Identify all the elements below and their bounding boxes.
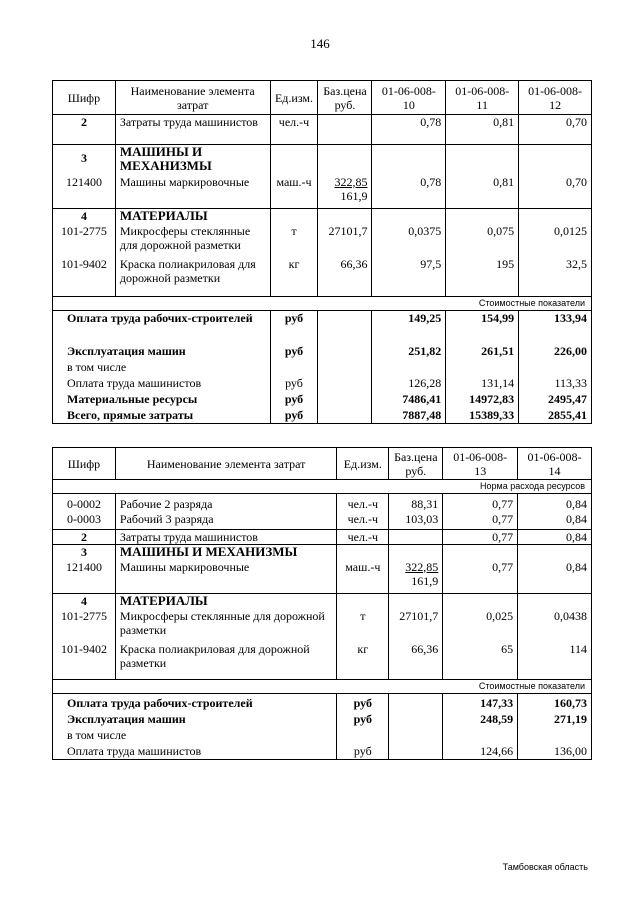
row-value: 32,5 <box>519 257 592 297</box>
table-row <box>53 175 592 209</box>
cost-indicators-note: Стоимостные показатели <box>53 297 592 311</box>
row-price: 27101,7 <box>318 224 372 257</box>
cost-name: Оплата труда машинистов <box>53 376 271 392</box>
header-col-12: 01-06-008-12 <box>519 81 592 115</box>
cost-value: 14972,83 <box>446 392 519 408</box>
row-unit: кг <box>337 642 389 680</box>
cost-value: 147,33 <box>443 694 518 712</box>
cost-name: Эксплуатация машин <box>53 712 337 728</box>
note-row <box>53 680 592 694</box>
cost-row <box>53 694 592 712</box>
row-name: Краска полиакриловая для дорожной разметки <box>115 642 336 680</box>
table-row <box>53 530 592 545</box>
row-value: 0,0438 <box>518 609 592 642</box>
cost-row <box>53 744 592 760</box>
header-col-13: 01-06-008-13 <box>443 448 518 480</box>
header-code: Шифр <box>53 81 116 115</box>
cost-unit: руб <box>337 744 389 760</box>
table-row <box>53 257 592 297</box>
table-row <box>53 145 592 175</box>
row-value: 0,78 <box>372 115 446 145</box>
table-row <box>53 224 592 257</box>
cost-value: 149,25 <box>372 311 446 344</box>
header-name: Наименование элемента затрат <box>115 81 270 115</box>
section-title: МАТЕРИАЛЫ <box>115 594 336 609</box>
header-col-14: 01-06-008-14 <box>518 448 592 480</box>
section-title: МАШИНЫ И МЕХАНИЗМЫ <box>115 145 270 175</box>
resource-norm-note: Норма расхода ресурсов <box>53 480 592 494</box>
row-unit: маш.-ч <box>337 560 389 594</box>
row-value: 0,84 <box>518 512 592 530</box>
cost-unit: руб <box>270 376 318 392</box>
row-code: 0-0002 <box>53 494 116 512</box>
row-code: 101-9402 <box>53 257 116 297</box>
cost-value: 261,51 <box>446 344 519 360</box>
cost-unit: руб <box>270 311 318 344</box>
row-name: Рабочий 3 разряда <box>115 512 336 530</box>
row-value: 0,70 <box>519 115 592 145</box>
row-value: 0,84 <box>518 560 592 594</box>
cost-indicators-note: Стоимостные показатели <box>53 680 592 694</box>
cost-value: 2495,47 <box>519 392 592 408</box>
row-value: 195 <box>446 257 519 297</box>
note-row <box>53 480 592 494</box>
header-col-11: 01-06-008-11 <box>446 81 519 115</box>
cost-name: Всего, прямые затраты <box>53 408 271 424</box>
row-value: 0,70 <box>519 175 592 209</box>
cost-value: 226,00 <box>519 344 592 360</box>
cost-name: Материальные ресурсы <box>53 392 271 408</box>
table-header <box>53 448 592 480</box>
header-unit: Ед.изм. <box>337 448 389 480</box>
cost-value: 248,59 <box>443 712 518 728</box>
section-title: МАШИНЫ И МЕХАНИЗМЫ <box>115 545 336 560</box>
cost-row <box>53 392 592 408</box>
row-name: Рабочие 2 разряда <box>115 494 336 512</box>
table-1 <box>52 80 592 424</box>
row-price <box>318 115 372 145</box>
header-col-10: 01-06-008-10 <box>372 81 446 115</box>
cost-value: 131,14 <box>446 376 519 392</box>
cost-unit: руб <box>337 712 389 728</box>
row-unit: маш.-ч <box>270 175 318 209</box>
cost-unit: руб <box>270 408 318 424</box>
cost-unit: руб <box>270 344 318 360</box>
footer-region: Тамбовская область <box>502 862 588 872</box>
row-name: Краска полиакриловая для дорожной разметки <box>115 257 270 297</box>
row-code: 2 <box>53 530 116 545</box>
row-unit: чел.-ч <box>270 115 318 145</box>
row-value: 0,84 <box>518 494 592 512</box>
table-header <box>53 81 592 115</box>
cost-row <box>53 712 592 728</box>
row-price: 322,85 161,9 <box>389 560 443 594</box>
cost-row <box>53 728 592 744</box>
row-unit: т <box>270 224 318 257</box>
cost-name: Оплата труда рабочих-строителей <box>53 311 271 344</box>
row-unit: кг <box>270 257 318 297</box>
row-value: 0,77 <box>443 494 518 512</box>
row-value: 0,075 <box>446 224 519 257</box>
cost-value: 15389,33 <box>446 408 519 424</box>
row-value: 0,81 <box>446 175 519 209</box>
row-unit: т <box>337 609 389 642</box>
cost-name: Оплата труда машинистов <box>53 744 337 760</box>
cost-value: 126,28 <box>372 376 446 392</box>
row-unit: чел.-ч <box>337 530 389 545</box>
row-value: 114 <box>518 642 592 680</box>
cost-row <box>53 408 592 424</box>
row-value: 0,77 <box>443 560 518 594</box>
table-row <box>53 512 592 530</box>
table-row <box>53 642 592 680</box>
row-code: 0-0003 <box>53 512 116 530</box>
row-price: 27101,7 <box>389 609 443 642</box>
row-code: 3 <box>53 145 116 175</box>
row-name: Микросферы стеклянные для дорожной разметки <box>115 224 270 257</box>
header-unit: Ед.изм. <box>270 81 318 115</box>
row-code: 4 <box>53 209 116 224</box>
row-name: Затраты труда машинистов <box>115 530 336 545</box>
cost-row <box>53 311 592 344</box>
section-title: МАТЕРИАЛЫ <box>115 209 270 224</box>
table-row <box>53 115 592 145</box>
cost-value: 133,94 <box>519 311 592 344</box>
cost-name: Эксплуатация машин <box>53 344 271 360</box>
table-2 <box>52 447 592 760</box>
row-value: 97,5 <box>372 257 446 297</box>
row-name: Микросферы стеклянные для дорожной разметки <box>115 609 336 642</box>
row-value: 65 <box>443 642 518 680</box>
row-code: 121400 <box>53 175 116 209</box>
row-code: 101-2775 <box>53 609 116 642</box>
cost-value: 271,19 <box>518 712 592 728</box>
row-value: 0,0125 <box>519 224 592 257</box>
cost-name: Оплата труда рабочих-строителей <box>53 694 337 712</box>
row-code: 3 <box>53 545 116 560</box>
row-price: 66,36 <box>318 257 372 297</box>
cost-value: 154,99 <box>446 311 519 344</box>
row-code: 121400 <box>53 560 116 594</box>
row-value: 0,78 <box>372 175 446 209</box>
row-code: 4 <box>53 594 116 609</box>
table-row <box>53 560 592 594</box>
note-row <box>53 297 592 311</box>
row-unit: чел.-ч <box>337 512 389 530</box>
row-code: 2 <box>53 115 116 145</box>
row-name: Машины маркировочные <box>115 175 270 209</box>
row-price: 103,03 <box>389 512 443 530</box>
cost-name: в том числе <box>53 728 337 744</box>
row-price: 322,85 161,9 <box>318 175 372 209</box>
header-code: Шифр <box>53 448 116 480</box>
cost-name: в том числе <box>53 360 271 376</box>
row-name: Машины маркировочные <box>115 560 336 594</box>
cost-value: 7887,48 <box>372 408 446 424</box>
row-value: 0,025 <box>443 609 518 642</box>
cost-value: 136,00 <box>518 744 592 760</box>
row-price: 66,36 <box>389 642 443 680</box>
cost-value: 7486,41 <box>372 392 446 408</box>
row-value: 0,84 <box>518 530 592 545</box>
table-row <box>53 609 592 642</box>
table-row <box>53 594 592 609</box>
cost-row <box>53 344 592 360</box>
header-price: Баз.цена руб. <box>318 81 372 115</box>
row-value: 0,77 <box>443 530 518 545</box>
cost-unit: руб <box>270 392 318 408</box>
cost-value: 2855,41 <box>519 408 592 424</box>
row-code: 101-9402 <box>53 642 116 680</box>
table-row <box>53 209 592 224</box>
row-price: 88,31 <box>389 494 443 512</box>
header-name: Наименование элемента затрат <box>115 448 336 480</box>
cost-value: 251,82 <box>372 344 446 360</box>
cost-row <box>53 376 592 392</box>
cost-unit: руб <box>337 694 389 712</box>
table-row <box>53 494 592 512</box>
cost-row <box>53 360 592 376</box>
cost-value: 124,66 <box>443 744 518 760</box>
row-unit: чел.-ч <box>337 494 389 512</box>
cost-value: 160,73 <box>518 694 592 712</box>
cost-value: 113,33 <box>519 376 592 392</box>
row-code: 101-2775 <box>53 224 116 257</box>
page-number: 146 <box>310 36 330 51</box>
table-row <box>53 545 592 560</box>
row-value: 0,77 <box>443 512 518 530</box>
row-value: 0,0375 <box>372 224 446 257</box>
header-price: Баз.цена руб. <box>389 448 443 480</box>
row-name: Затраты труда машинистов <box>115 115 270 145</box>
row-value: 0,81 <box>446 115 519 145</box>
